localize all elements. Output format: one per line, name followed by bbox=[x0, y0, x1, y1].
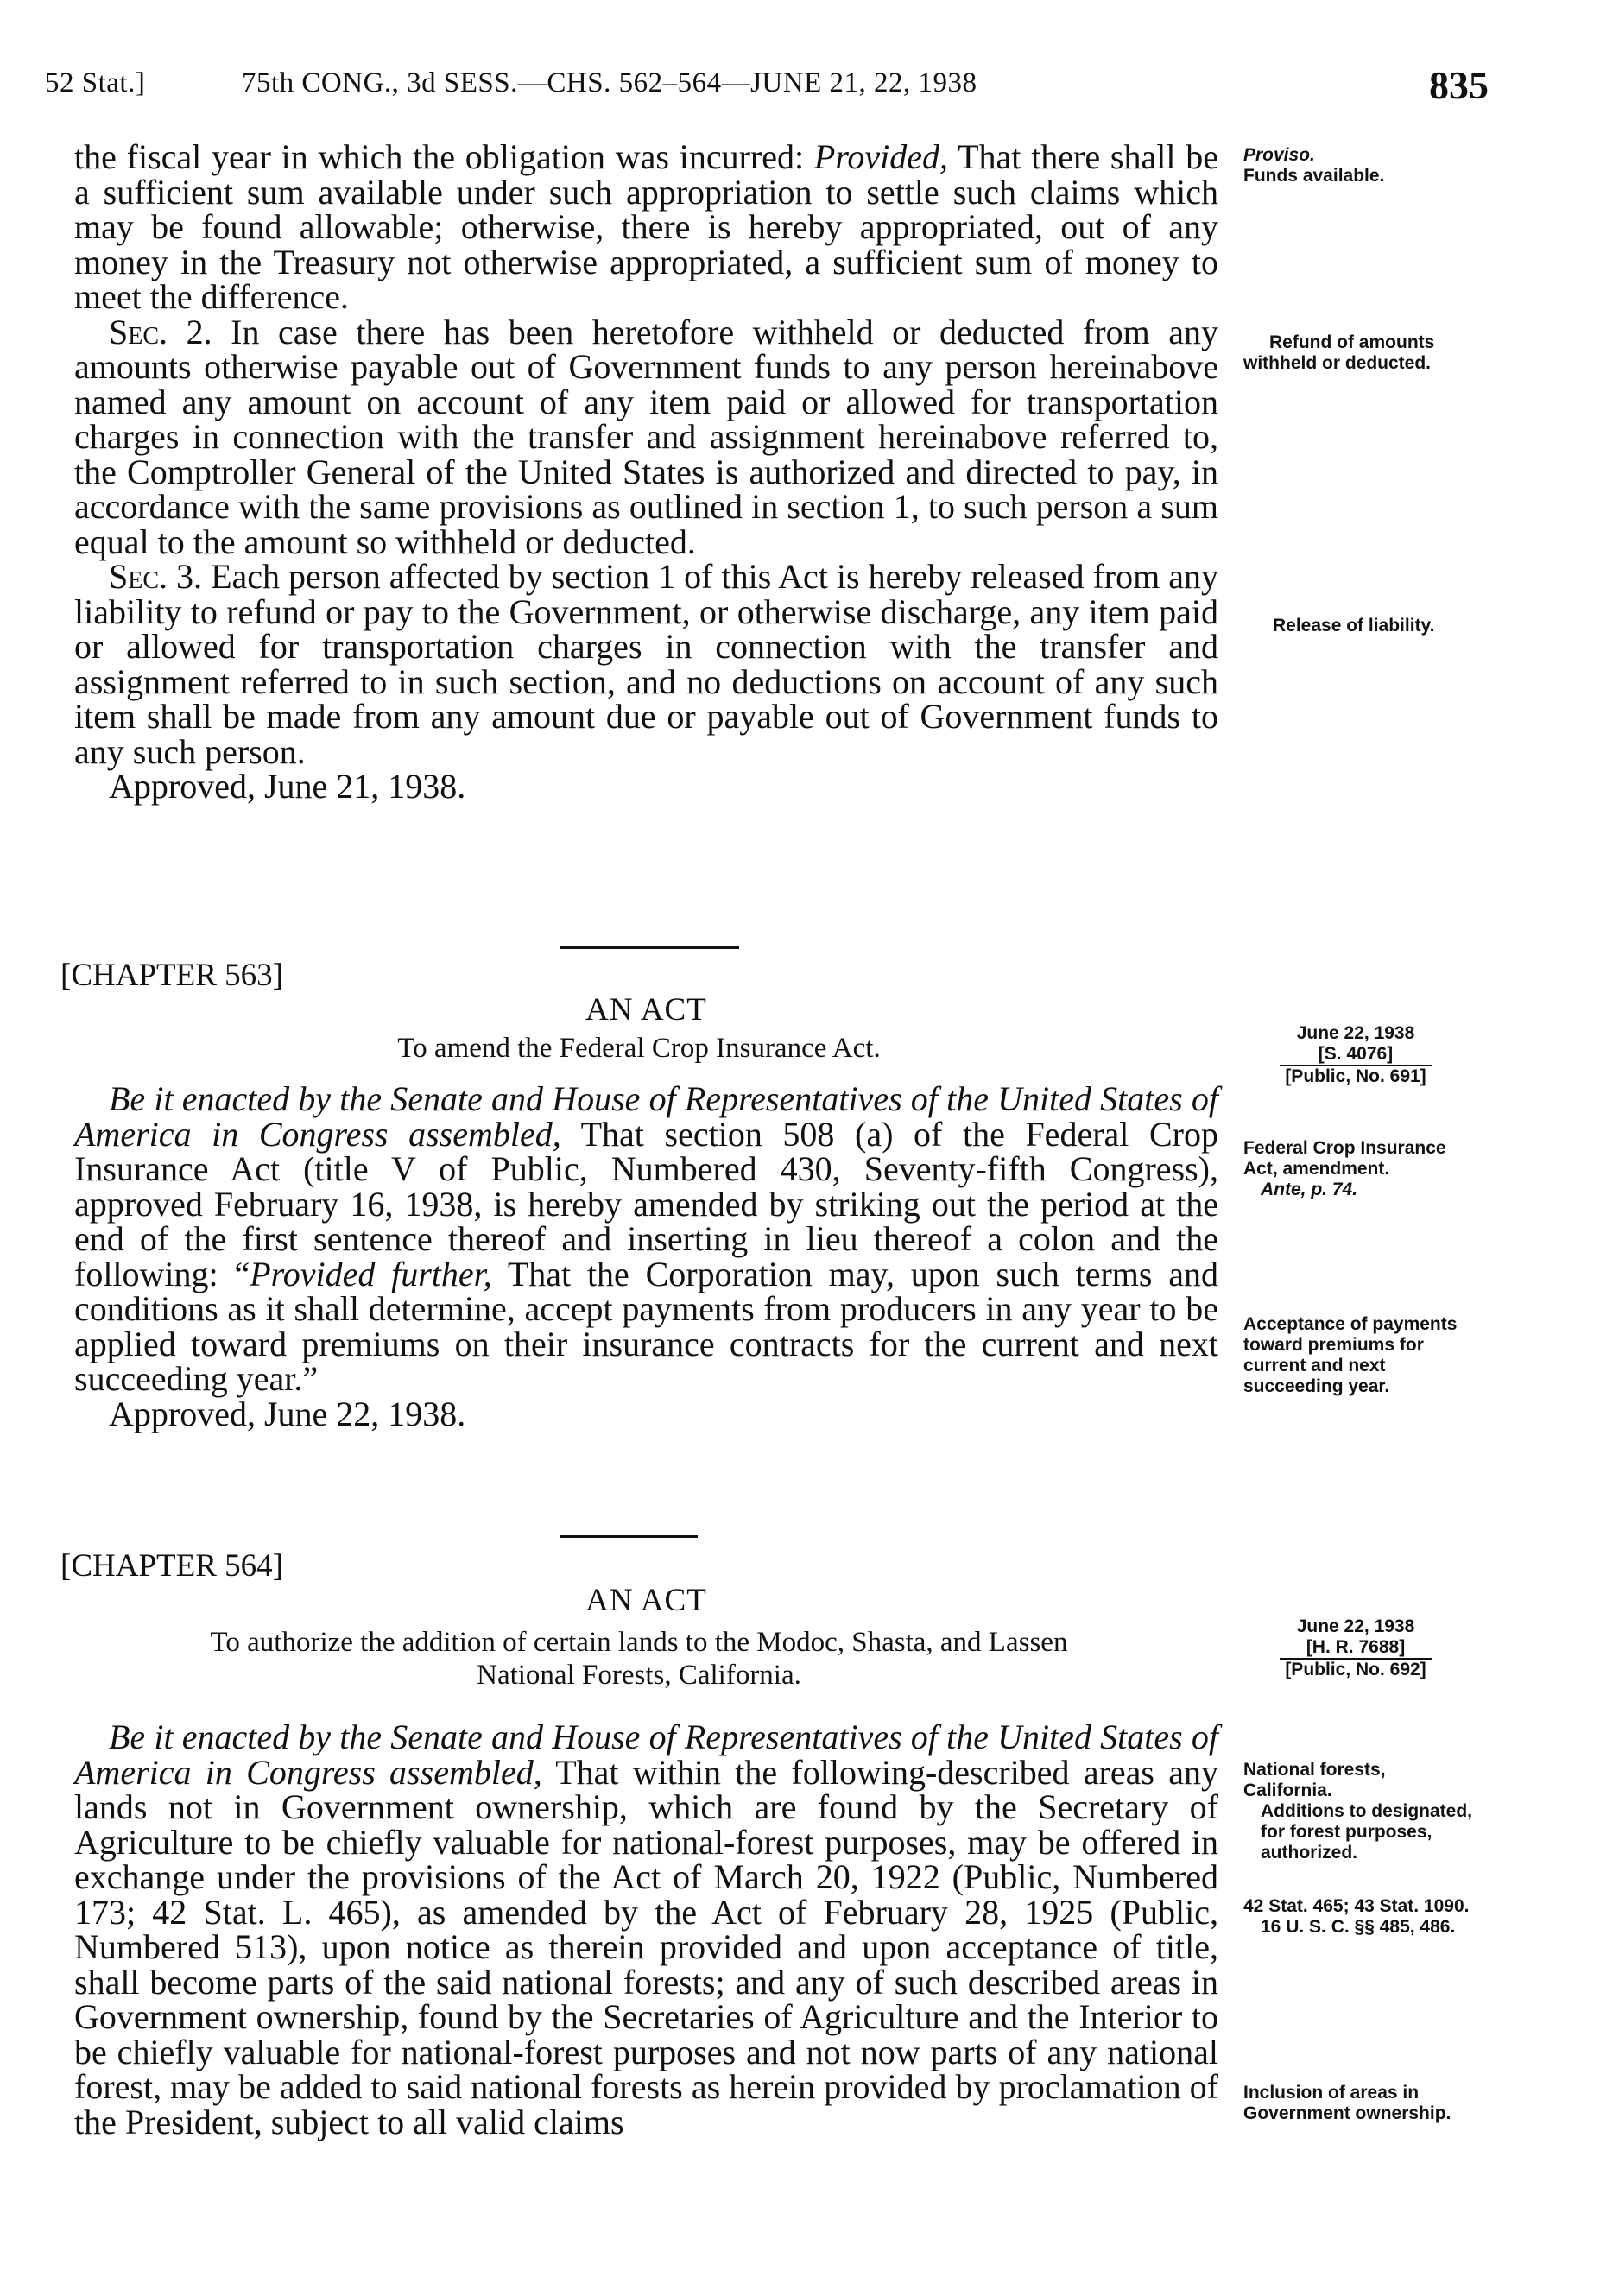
nf-note-1: National forests, California. bbox=[1243, 1760, 1386, 1800]
text-run: the fiscal year in which the obligation was incurred: bbox=[74, 137, 814, 176]
enacting-paragraph bbox=[74, 1717, 1218, 2141]
proviso-note: Proviso. bbox=[1243, 145, 1315, 165]
paragraph-proviso bbox=[74, 137, 1219, 316]
margin-bill-564 bbox=[1243, 1616, 1468, 1680]
public-law-number: [Public, No. 691] bbox=[1280, 1065, 1431, 1087]
text-run: That within the following-described areas any lands not in Government ownership, which are found by the Secretary of Agriculture to be chiefly valuable for national-forest purposes, may be offered in exchange under the provisions of the Act of March 20, 1922 (Public, Numbered 173; 42 Stat. L. 465), as amended by the Act of February 28, 1925 (Public, Numbered 513), upon notice as therein provided and upon acceptance of title, shall become parts of the said national forests; and any of such described areas in Government ownership, found by the Secretaries of Agriculture and the Interior to be chiefly valuable for national-forest purposes and not now parts of any national forest, may be added to said national forests as herein provided by proclamation of the President, subject to all valid claims bbox=[74, 1752, 1218, 2141]
act-heading: AN ACT bbox=[585, 992, 707, 1028]
proviso-italic: Provided, bbox=[813, 137, 949, 176]
nf-note-2: Additions to designated, for forest purposes, authorized. bbox=[1261, 1801, 1472, 1863]
margin-note-acceptance: Acceptance of payments toward premiums for current and next succeeding year. bbox=[1243, 1314, 1458, 1396]
margin-note-national-forests bbox=[1243, 1760, 1477, 1863]
margin-bill-563 bbox=[1243, 1023, 1468, 1087]
act-title-line-1: To authorize the addition of certain lands to the Modoc, Shasta, and Lassen bbox=[210, 1627, 1068, 1658]
section-text: Each person affected by section 1 of this Act is hereby released from any liability to refund or pay to the Government, or otherwise discharge, any item paid or allowed for transportation charges in connection with the transfer and assignment referred to in such section, and no deductions on account of any such item shall be made from any amount due or payable out of Government funds to any such person. bbox=[74, 557, 1219, 771]
act-title-line-2: National Forests, California. bbox=[477, 1660, 801, 1691]
enacting-paragraph bbox=[74, 1079, 1218, 1398]
margin-note-statutes bbox=[1243, 1896, 1477, 1938]
proviso-italic: Provided further, bbox=[250, 1254, 492, 1293]
refund-note-line-1: Refund of amounts bbox=[1269, 332, 1435, 352]
stat-citation-1: 42 Stat. 465; 43 Stat. 1090. bbox=[1243, 1896, 1470, 1916]
chapter-564-label: [CHAPTER 564] bbox=[60, 1548, 283, 1584]
bill-date: June 22, 1938 bbox=[1296, 1023, 1415, 1043]
enacting-clause: Be it enacted by the Senate and House of Representatives of the United States of America in Congress assembled, bbox=[74, 1717, 1218, 1792]
bill-number: [S. 4076] bbox=[1318, 1044, 1394, 1064]
text-run: That there shall be a sufficient sum available under such appropriation to settle such claims which may be found allowable; otherwise, there is hereby appropriated, out of any money in the Treasury not otherwise appropriated, a sufficient sum of money to meet the difference. bbox=[74, 137, 1219, 316]
divider-rule bbox=[560, 946, 739, 949]
act-heading: AN ACT bbox=[585, 1583, 707, 1618]
bill-date: June 22, 1938 bbox=[1296, 1616, 1415, 1636]
running-head-center: 75th CONG., 3d SESS.—CHS. 562–564—JUNE 21, 22, 1938 bbox=[242, 67, 977, 98]
margin-note-fcia bbox=[1243, 1138, 1477, 1200]
margin-note-refund bbox=[1243, 332, 1494, 374]
section-label: Sec. 2. bbox=[109, 312, 212, 351]
bill-number: [H. R. 7688] bbox=[1306, 1637, 1406, 1657]
section-2 bbox=[74, 312, 1219, 561]
chapter-564-body bbox=[74, 1717, 1218, 2141]
ante-reference: Ante, p. 74. bbox=[1261, 1180, 1358, 1199]
page-number: 835 bbox=[1429, 63, 1489, 107]
act-title: To amend the Federal Crop Insurance Act. bbox=[397, 1033, 881, 1064]
section-label: Sec. 3. bbox=[109, 557, 203, 596]
section-3 bbox=[74, 557, 1219, 771]
approved-line: Approved, June 21, 1938. bbox=[109, 767, 466, 806]
text-run: That section 508 (a) of the Federal Crop Insurance Act (title V of Public, Numbered 430, Seventy-fifth Congress), approved February 16, 1938, is hereby amended by striking out the period at the end of the first sentence thereof and inserting in lieu thereof a colon and the following: “ bbox=[74, 1114, 1218, 1293]
margin-note-inclusion: Inclusion of areas in Government ownership. bbox=[1243, 2083, 1451, 2123]
text-run: That the Corporation may, upon such terms and conditions as it shall determine, accept payments from producers in any year to be applied toward premiums on their insurance contracts for the current and next succeeding year.” bbox=[74, 1254, 1218, 1398]
chapter-563-body bbox=[74, 1079, 1218, 1433]
public-law-number: [Public, No. 692] bbox=[1280, 1658, 1431, 1680]
refund-note-line-2: withheld or deducted. bbox=[1243, 353, 1432, 373]
margin-note-proviso bbox=[1243, 145, 1494, 187]
approved-line: Approved, June 22, 1938. bbox=[109, 1394, 466, 1433]
divider-rule bbox=[560, 1535, 698, 1538]
fcia-note: Federal Crop Insurance Act, amendment. bbox=[1243, 1138, 1446, 1179]
stat-citation-2: 16 U. S. C. §§ 485, 486. bbox=[1261, 1917, 1456, 1937]
chapter-563-label: [CHAPTER 563] bbox=[60, 958, 283, 993]
section-text: In case there has been heretofore withheld or deducted from any amounts otherwise payable out of Government funds to any person hereinabove named any amount on account of any item paid or allowed for transportation charges in connection with the transfer and assignment hereinabove referred to, the Comptroller General of the United States is authorized and directed to pay, in accordance with the same provisions as outlined in section 1, to such person a sum equal to the amount so withheld or deducted. bbox=[74, 312, 1219, 561]
funds-note: Funds available. bbox=[1243, 166, 1385, 186]
margin-note-release: Release of liability. bbox=[1273, 616, 1435, 636]
running-head-left: 52 Stat.] bbox=[45, 67, 146, 98]
enacting-clause: Be it enacted by the Senate and House of Representatives of the United States of America in Congress assembled, bbox=[74, 1079, 1218, 1154]
chapter-562-body bbox=[74, 137, 1219, 806]
